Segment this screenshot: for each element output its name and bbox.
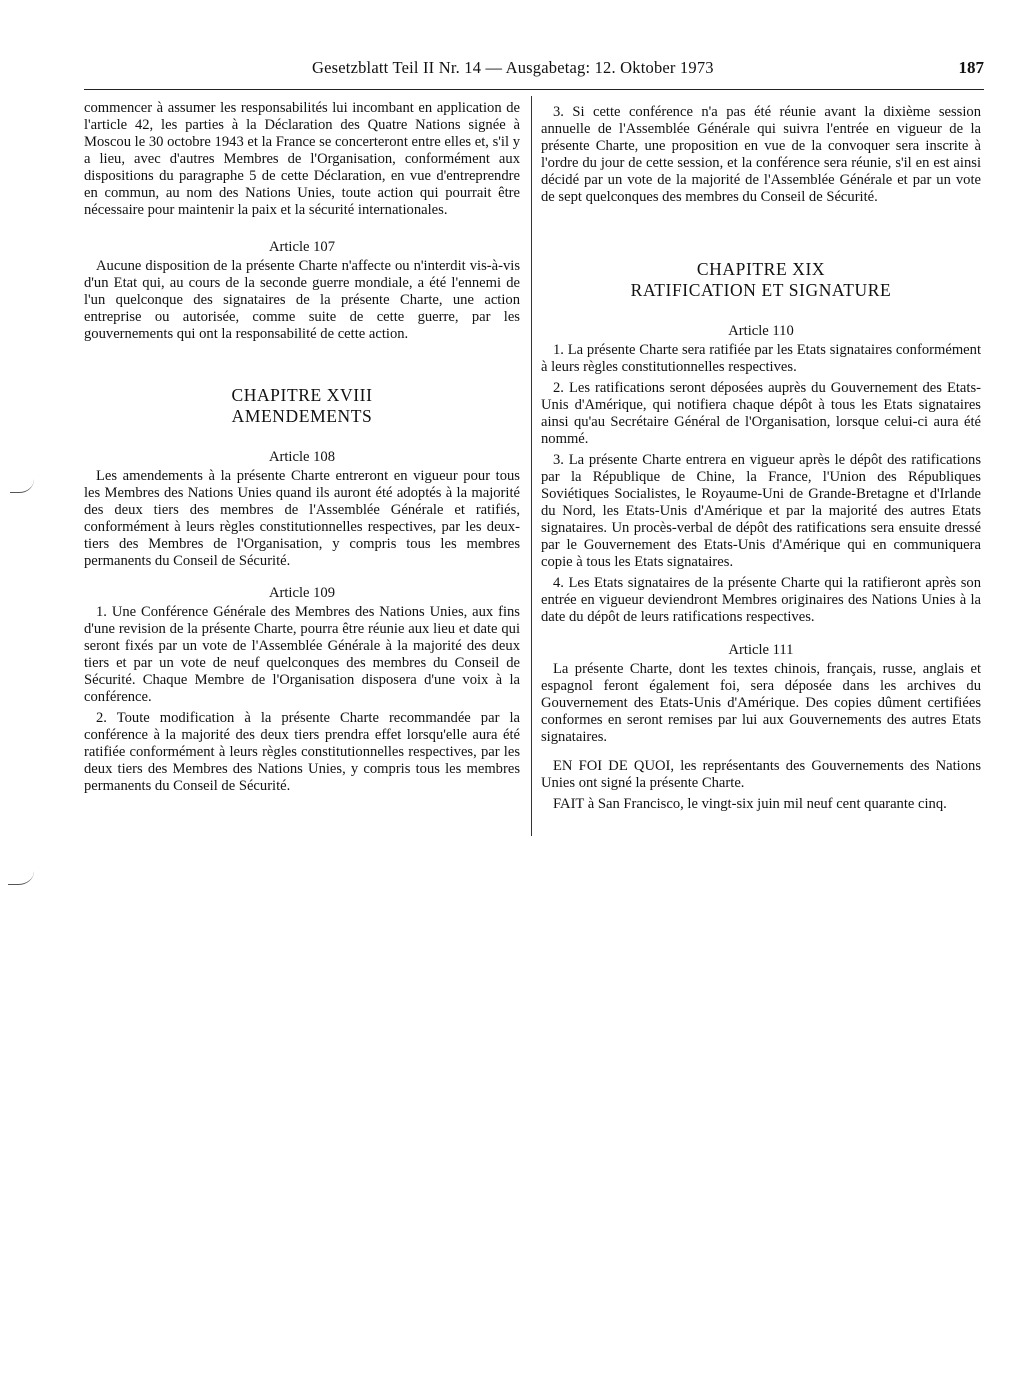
page-number: 187	[958, 58, 984, 77]
article-110-paragraph-2: 2. Les ratifications seront déposées auprès du Gouvernement des Etats-Unis d'Amérique, qui notifiera chaque dépôt à tous les Etats signataires ainsi qu'au Secrétaire Général de l'Organisation, lorsque celui-ci aura été nommé.	[541, 380, 981, 447]
article-107-heading: Article 107	[268, 239, 336, 255]
article-111-heading: Article 111	[728, 642, 794, 658]
scan-margin-mark	[10, 470, 34, 493]
article-110-paragraph-1: 1. La présente Charte sera ratifiée par les Etats signataires conformément à leurs règles constitutionnelles respectives.	[541, 342, 981, 375]
article-110-paragraph-4: 4. Les Etats signataires de la présente Charte qui la ratifieront après son entrée en vigueur deviendront Membres originaires des Nations Unies à la date du dépôt de leurs ratifications respectives.	[541, 575, 981, 625]
chapter-18-title: AMENDEMENTS	[231, 406, 373, 426]
article-109-paragraph-2: 2. Toute modification à la présente Charte recommandée par la conférence à la majorité des deux tiers prendra effet lorsqu'elle aura été ratifiée conformément à leurs règles constitutionnelles respectives, par les deux tiers des Membres des Nations Unies, y compris tous les membres permanents du Conseil de Sécurité.	[84, 710, 520, 794]
article-108-heading: Article 108	[268, 449, 336, 465]
header-title: Gesetzblatt Teil II Nr. 14 — Ausgabetag: 12. Oktober 1973	[312, 58, 714, 77]
article-109-paragraph-1: 1. Une Conférence Générale des Membres des Nations Unies, aux fins d'une revision de la présente Charte, pourra être réunie aux lieu et date qui seront fixés par un vote de l'Assemblée Générale à la majorité des deux tiers et par un vote de neuf quelconques des membres du Conseil de Sécurité. Chaque Membre de l'Organisation disposera d'une voix à la conférence.	[84, 604, 520, 705]
in-witness-paragraph: EN FOI DE QUOI, les représentants des Gouvernements des Nations Unies ont signé la présente Charte.	[541, 758, 981, 791]
chapter-19-title: RATIFICATION ET SIGNATURE	[630, 280, 892, 300]
article-109-paragraph-3: 3. Si cette conférence n'a pas été réunie avant la dixième session annuelle de l'Assemblée Générale qui suivra l'entrée en vigueur de la présente Charte, une proposition en vue de la convoquer sera inscrite à l'ordre du jour de cette session, et la conférence sera réunie, s'il en est ainsi décidé par un vote de la majorité de l'Assemblée Générale et par un vote de sept quelconques des membres du Conseil de Sécurité.	[541, 104, 981, 205]
page-header	[84, 58, 984, 82]
right-column	[541, 104, 981, 813]
header-rule	[84, 89, 984, 90]
continuation-paragraph: commencer à assumer les responsabilités lui incombant en application de l'article 42, les parties à la Déclaration des Quatre Nations signée à Moscou le 30 octobre 1943 et la France se concerteront entre elles et, s'il y a lieu, avec d'autres Membres de l'Organisation, conformément aux dispositions du paragraphe 5 de cette Déclaration, en vue d'entreprendre en commun, au nom des Nations Unies, toute action qui pourrait être nécessaire pour maintenir la paix et la sécurité internationales.	[84, 100, 520, 218]
article-109-heading: Article 109	[268, 585, 336, 601]
article-107-text: Aucune disposition de la présente Charte n'affecte ou n'interdit vis-à-vis d'un Etat qui, au cours de la seconde guerre mondiale, a été l'ennemi de l'un quelconque des signataires de la présente Charte, une action entreprise ou autorisée, comme suite de cette guerre, par les gouvernements qui ont la responsabilité de cette action.	[84, 258, 520, 342]
article-111-text: La présente Charte, dont les textes chinois, français, russe, anglais et espagnol feront également foi, sera déposée dans les archives du Gouvernement des Etats-Unis d'Amérique. Des copies dûment certifiées conformes en seront remises par lui aux Gouvernements des autres Etats signataires.	[541, 661, 981, 745]
chapter-18-number: CHAPITRE XVIII	[231, 385, 373, 405]
column-divider	[531, 96, 532, 836]
left-column	[84, 100, 520, 795]
done-at-paragraph: FAIT à San Francisco, le vingt-six juin mil neuf cent quarante cinq.	[553, 796, 947, 812]
article-110-heading: Article 110	[728, 323, 794, 339]
article-108-text: Les amendements à la présente Charte entreront en vigueur pour tous les Membres des Nations Unies quand ils auront été adoptés à la majorité des deux tiers des membres de l'Assemblée Générale et ratifiés, conformément à leurs règles constitutionnelles respectives, par les deux-tiers des Membres de l'Organisation, y compris tous les membres permanents du Conseil de Sécurité.	[84, 468, 520, 569]
article-110-paragraph-3: 3. La présente Charte entrera en vigueur après le dépôt des ratifications par la République de Chine, la France, l'Union des Républiques Soviétiques Socialistes, le Royaume-Uni de Grande-Bretagne et d'Irlande du Nord, les Etats-Unis d'Amérique et par la majorité des autres Etats signataires. Un procès-verbal de dépôt des ratifications sera ensuite dressé par le Gouvernement des Etats-Unis d'Amérique qui en communiquera copie à tous les Etats signataires.	[541, 452, 981, 570]
chapter-19-number: CHAPITRE XIX	[696, 259, 826, 279]
scan-margin-mark	[8, 862, 34, 885]
